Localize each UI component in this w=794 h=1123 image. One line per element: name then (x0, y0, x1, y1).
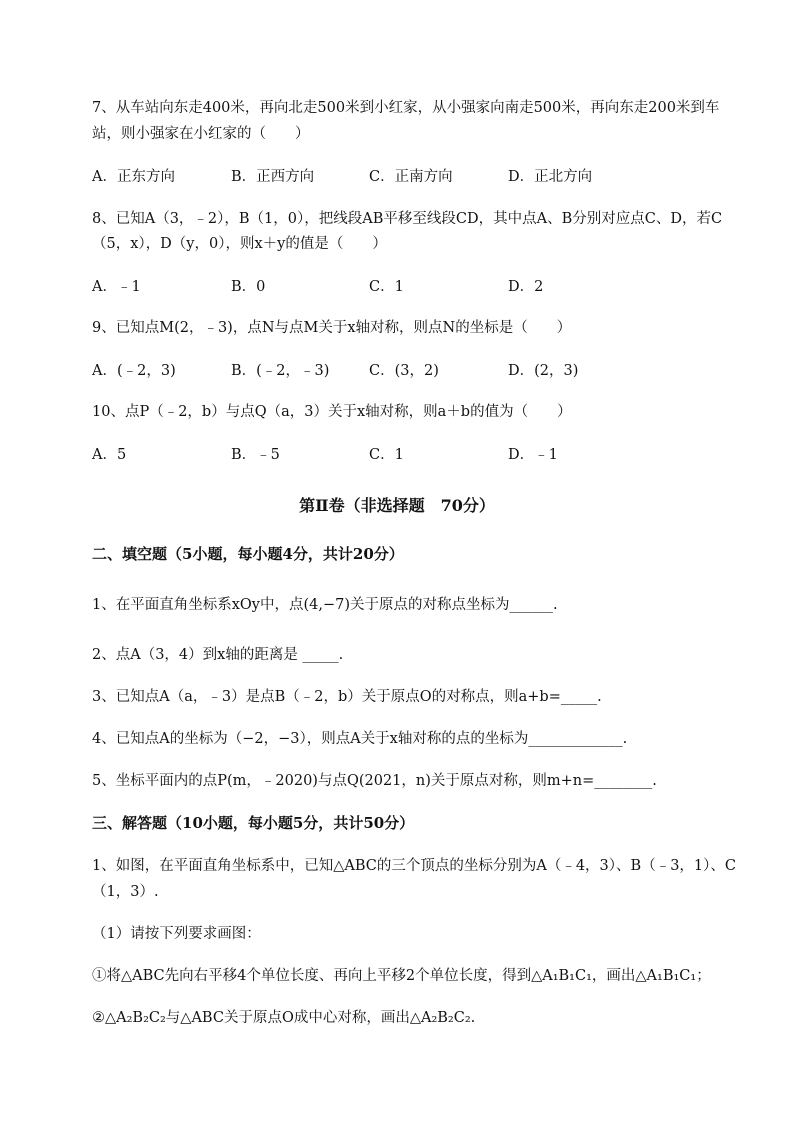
q9-option-b: B．(﹣2，﹣3) (231, 363, 330, 379)
q10-option-b: B．﹣5 (231, 447, 280, 463)
q8-option-c: C．1 (369, 279, 404, 295)
q8-option-a: A．﹣1 (92, 279, 141, 295)
q7-option-c: C．正南方向 (369, 169, 453, 185)
fill-item-2: 2、点A（3，4）到x轴的距离是 _____. (92, 647, 344, 663)
part2-title: 第Ⅱ卷（非选择题 70分） (299, 496, 495, 515)
solve-q1-line1: 1、如图，在平面直角坐标系中，已知△ABC的三个顶点的坐标分别为A（﹣4，3）、B（﹣3，1）、C (92, 858, 736, 874)
q9-stem: 9、已知点M(2，﹣3)，点N与点M关于x轴对称，则点N的坐标是（ ） (92, 320, 572, 336)
q9-option-c: C．(3，2) (369, 363, 439, 379)
solve-q1-line2: （1，3）. (92, 884, 159, 900)
q9-option-a: A．(﹣2，3) (92, 363, 176, 379)
q8-option-b: B．0 (231, 279, 266, 295)
q10-stem: 10、点P（﹣2，b）与点Q（a，3）关于x轴对称，则a＋b的值为（ ） (92, 404, 572, 420)
q8-option-d: D．2 (508, 279, 544, 295)
fill-section-heading: 二、填空题（5小题，每小题4分，共计20分） (92, 545, 404, 563)
q10-option-a: A．5 (92, 447, 127, 463)
q7-option-d: D．正北方向 (508, 169, 593, 185)
q7-option-b: B．正西方向 (231, 169, 315, 185)
q10-option-d: D．﹣1 (508, 447, 558, 463)
fill-item-5: 5、坐标平面内的点P(m，﹣2020)与点Q(2021，n)关于原点对称，则m+n=________. (92, 773, 657, 789)
fill-item-1: 1、在平面直角坐标系xOy中，点(4,−7)关于原点的对称点坐标为______. (92, 597, 558, 613)
q10-option-c: C．1 (369, 447, 404, 463)
fill-item-4: 4、已知点A的坐标为（−2，−3），则点A关于x轴对称的点的坐标为_____________. (92, 731, 628, 747)
solve-q1-step1: ①将△ABC先向右平移4个单位长度、再向上平移2个单位长度，得到△A₁B₁C₁，画出△A₁B₁C₁； (92, 968, 711, 984)
q9-option-d: D．(2，3) (508, 363, 579, 379)
solve-q1-sub1: （1）请按下列要求画图： (92, 926, 261, 942)
q7-stem-line1: 7、从车站向东走400米，再向北走500米到小红家，从小强家向南走500米，再向东走200米到车 (92, 100, 720, 116)
q8-stem-line1: 8、已知A（3，﹣2），B（1，0），把线段AB平移至线段CD，其中点A、B分别对应点C、D，若C (92, 211, 723, 227)
solve-q1-step2: ②△A₂B₂C₂与△ABC关于原点O成中心对称，画出△A₂B₂C₂. (92, 1010, 476, 1026)
q7-stem-line2: 站，则小强家在小红家的（ ） (92, 126, 310, 142)
solve-section-heading: 三、解答题（10小题，每小题5分，共计50分） (92, 814, 415, 832)
q7-option-a: A．正东方向 (92, 169, 175, 185)
fill-item-3: 3、已知点A（a，﹣3）是点B（﹣2，b）关于原点O的对称点，则a+b=_____. (92, 689, 602, 705)
q8-stem-line2: （5，x），D（y，0），则x＋y的值是（ ） (92, 236, 387, 252)
